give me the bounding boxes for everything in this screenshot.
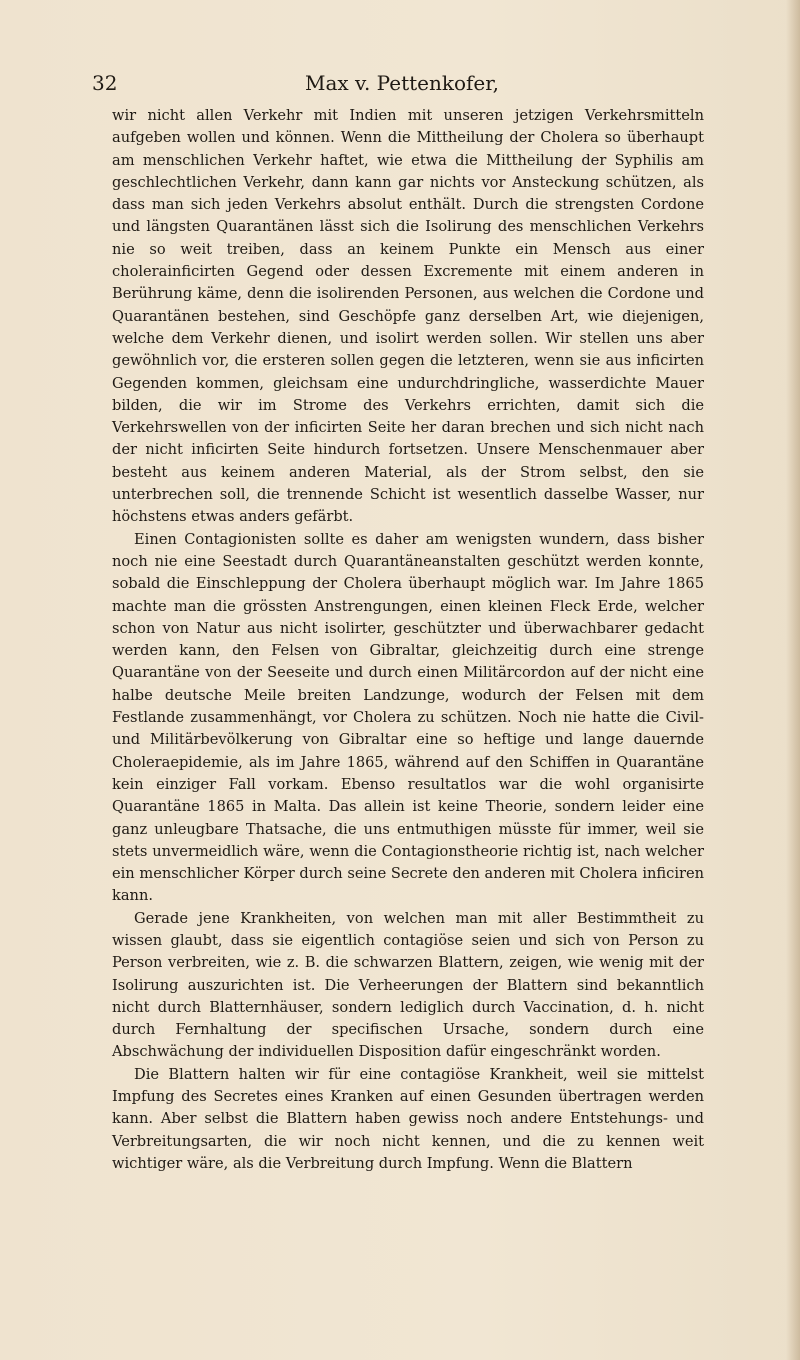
page-header: [92, 70, 712, 100]
page-edge-shadow: [786, 0, 800, 1360]
body-text: [112, 105, 704, 1175]
paragraph-3: Gerade jene Krankheiten, von welchen man mit aller Bestimmtheit zu wissen glaubt, dass sie eigentlich contagiöse seien und sich von Person zu Person verbreiten, wie z. B. die schwarzen Blattern, zeigen, wie wenig mit der Isolirung auszurichten ist. Die Verheerungen der Blattern sind bekanntlich nicht durch Blatternhäuser, sondern lediglich durch Vaccination, d. h. nicht durch Fernhaltung der specifischen Ursache, sondern durch eine Abschwächung der individuellen Disposition dafür eingeschränkt worden.: [112, 909, 704, 1061]
paragraph-2: Einen Contagionisten sollte es daher am wenigsten wundern, dass bisher noch nie eine Seestadt durch Quarantäneanstalten geschützt werden konnte, sobald die Einschleppung der Cholera überhaupt möglich war. Im Jahre 1865 machte man die grössten Anstrengungen, einen kleinen Fleck Erde, welcher schon von Natur aus nicht isolirter, geschützter und überwachbarer gedacht werden kann, den Felsen von Gibraltar, gleichzeitig durch eine strenge Quarantäne von der Seeseite und durch einen Militärcordon auf der nicht eine halbe deutsche Meile breiten Landzunge, wodurch der Felsen mit dem Festlande zusammenhängt, vor Cholera zu schützen. Noch nie hatte die Civil- und Militärbevölkerung von Gibraltar eine so heftige und lange dauernde Choleraepidemie, als im Jahre 1865, während auf den Schiffen in Quarantäne kein einziger Fall vorkam. Ebenso resultatlos war die wohl organisirte Quarantäne 1865 in Malta. Das allein ist keine Theorie, sondern leider eine ganz unleugbare Thatsache, die uns entmuthigen müsste für immer, weil sie stets unvermeidlich wäre, wenn die Contagionstheorie richtig ist, nach welcher ein menschlicher Körper durch seine Secrete den anderen mit Cholera inficiren kann.: [112, 530, 704, 905]
running-head: Max v. Pettenkofer,: [305, 71, 499, 95]
page-number: 32: [92, 71, 118, 95]
paragraph-1: wir nicht allen Verkehr mit Indien mit unseren jetzigen Verkehrsmitteln aufgeben wollen und können. Wenn die Mittheilung der Cholera so überhaupt am menschlichen Verkehr haftet, wie etwa die Mittheilung der Syphilis am geschlechtlichen Verkehr, dann kann gar nichts vor Ansteckung schützen, als dass man sich jeden Verkehrs absolut enthält. Durch die strengsten Cordone und längsten Quarantänen lässt sich die Isolirung des menschlichen Verkehrs nie so weit treiben, dass an keinem Punkte ein Mensch aus einer cholerainficirten Gegend oder dessen Excremente mit einem anderen in Berührung käme, denn die isolirenden Personen, aus welchen die Cordone und Quarantänen bestehen, sind Geschöpfe ganz derselben Art, wie diejenigen, welche dem Verkehr dienen, und isolirt werden sollen. Wir stellen uns aber gewöhnlich vor, die ersteren sollen gegen die letzteren, wenn sie aus inficirten Gegenden kommen, gleichsam eine undurchdringliche, wasserdichte Mauer bilden, die wir im Strome des Verkehrs errichten, damit sich die Verkehrswellen von der inficirten Seite her daran brechen und sich nicht nach der nicht inficirten Seite hindurch fortsetzen. Unsere Menschenmauer aber besteht aus keinem anderen Material, als der Strom selbst, den sie unterbrechen soll, die trennende Schicht ist wesentlich dasselbe Wasser, nur höchstens etwas anders gefärbt.: [112, 107, 704, 526]
paragraph-4: Die Blattern halten wir für eine contagiöse Krankheit, weil sie mittelst Impfung des Secretes eines Kranken auf einen Gesunden übertragen werden kann. Aber selbst die Blattern haben gewiss noch andere Entstehungs- und Verbreitungsarten, die wir noch nicht kennen, und die zu kennen weit wichtiger wäre, als die Verbreitung durch Impfung. Wenn die Blattern: [112, 1065, 704, 1172]
